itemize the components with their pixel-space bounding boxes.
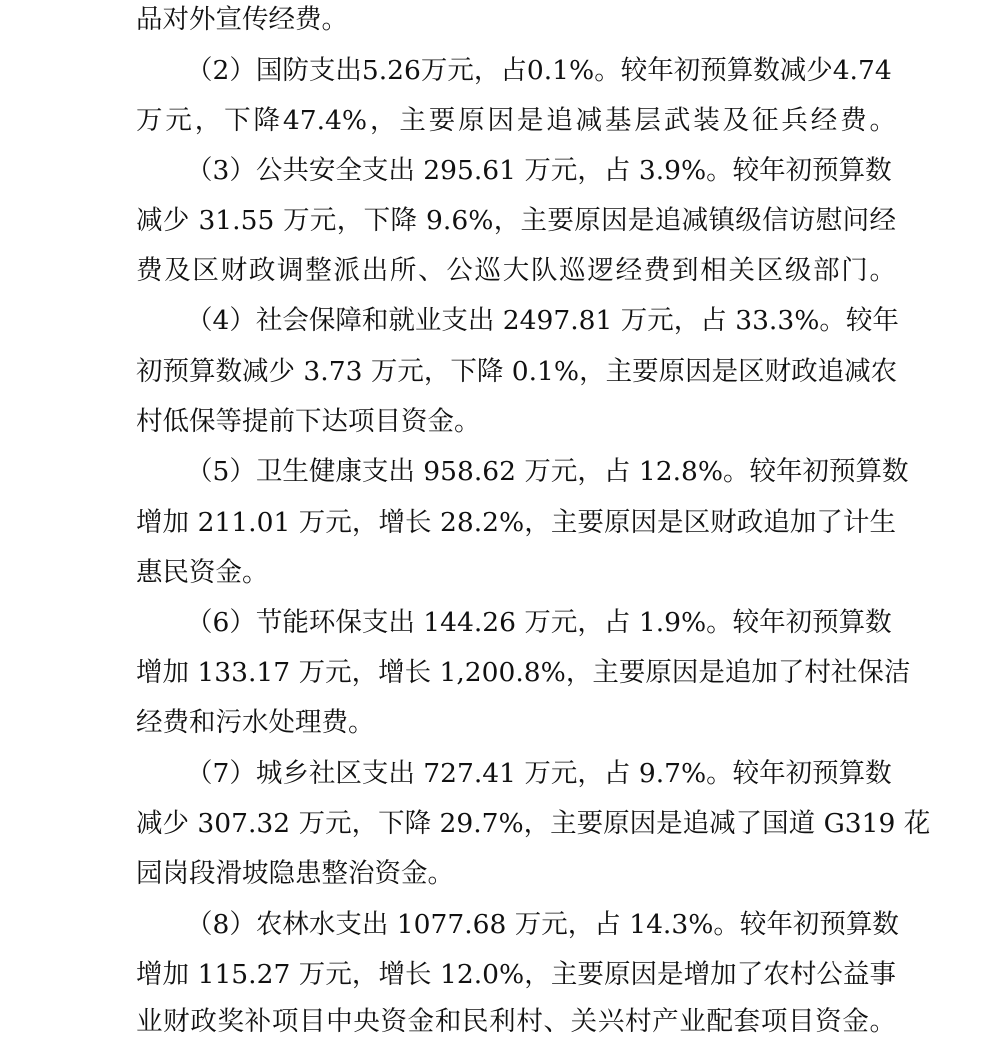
text-line: 增加 133.17 万元，增长 1,200.8%，主要原因是追加了村社保洁 xyxy=(136,657,911,688)
text-line: 园岗段滑坡隐患整治资金。 xyxy=(136,858,454,889)
text-line: 业财政奖补项目中央资金和民利村、关兴村产业配套项目资金。 xyxy=(136,1006,896,1037)
text-line: 费及区财政调整派出所、公巡大队巡逻经费到相关区级部门。 xyxy=(136,255,896,286)
text-line: （7）城乡社区支出 727.41 万元，占 9.7%。较年初预算数 xyxy=(186,758,892,789)
text-line: 减少 31.55 万元，下降 9.6%，主要原因是追减镇级信访慰问经 xyxy=(136,205,896,236)
text-line: （6）节能环保支出 144.26 万元，占 1.9%。较年初预算数 xyxy=(186,607,892,638)
text-line: 村低保等提前下达项目资金。 xyxy=(136,406,481,437)
text-line: 初预算数减少 3.73 万元，下降 0.1%，主要原因是区财政追减农 xyxy=(136,356,898,387)
text-line: （2）国防支出5.26万元，占0.1%。较年初预算数减少4.74 xyxy=(186,55,892,86)
text-line: 增加 115.27 万元，增长 12.0%，主要原因是增加了农村公益事 xyxy=(136,959,896,990)
text-line: （5）卫生健康支出 958.62 万元，占 12.8%。较年初预算数 xyxy=(186,456,909,487)
text-line: 万元，下降47.4%，主要原因是追减基层武装及征兵经费。 xyxy=(136,105,896,136)
text-line: （3）公共安全支出 295.61 万元，占 3.9%。较年初预算数 xyxy=(186,155,892,186)
text-line: 经费和污水处理费。 xyxy=(136,707,375,738)
text-line: （4）社会保障和就业支出 2497.81 万元，占 33.3%。较年 xyxy=(186,305,899,336)
text-line: （8）农林水支出 1077.68 万元，占 14.3%。较年初预算数 xyxy=(186,909,899,940)
text-line: 惠民资金。 xyxy=(136,557,269,588)
text-line: 减少 307.32 万元，下降 29.7%，主要原因是追减了国道 G319 花 xyxy=(136,808,931,839)
text-line: 增加 211.01 万元，增长 28.2%，主要原因是区财政追加了计生 xyxy=(136,507,896,538)
text-line: 品对外宣传经费。 xyxy=(136,4,348,35)
